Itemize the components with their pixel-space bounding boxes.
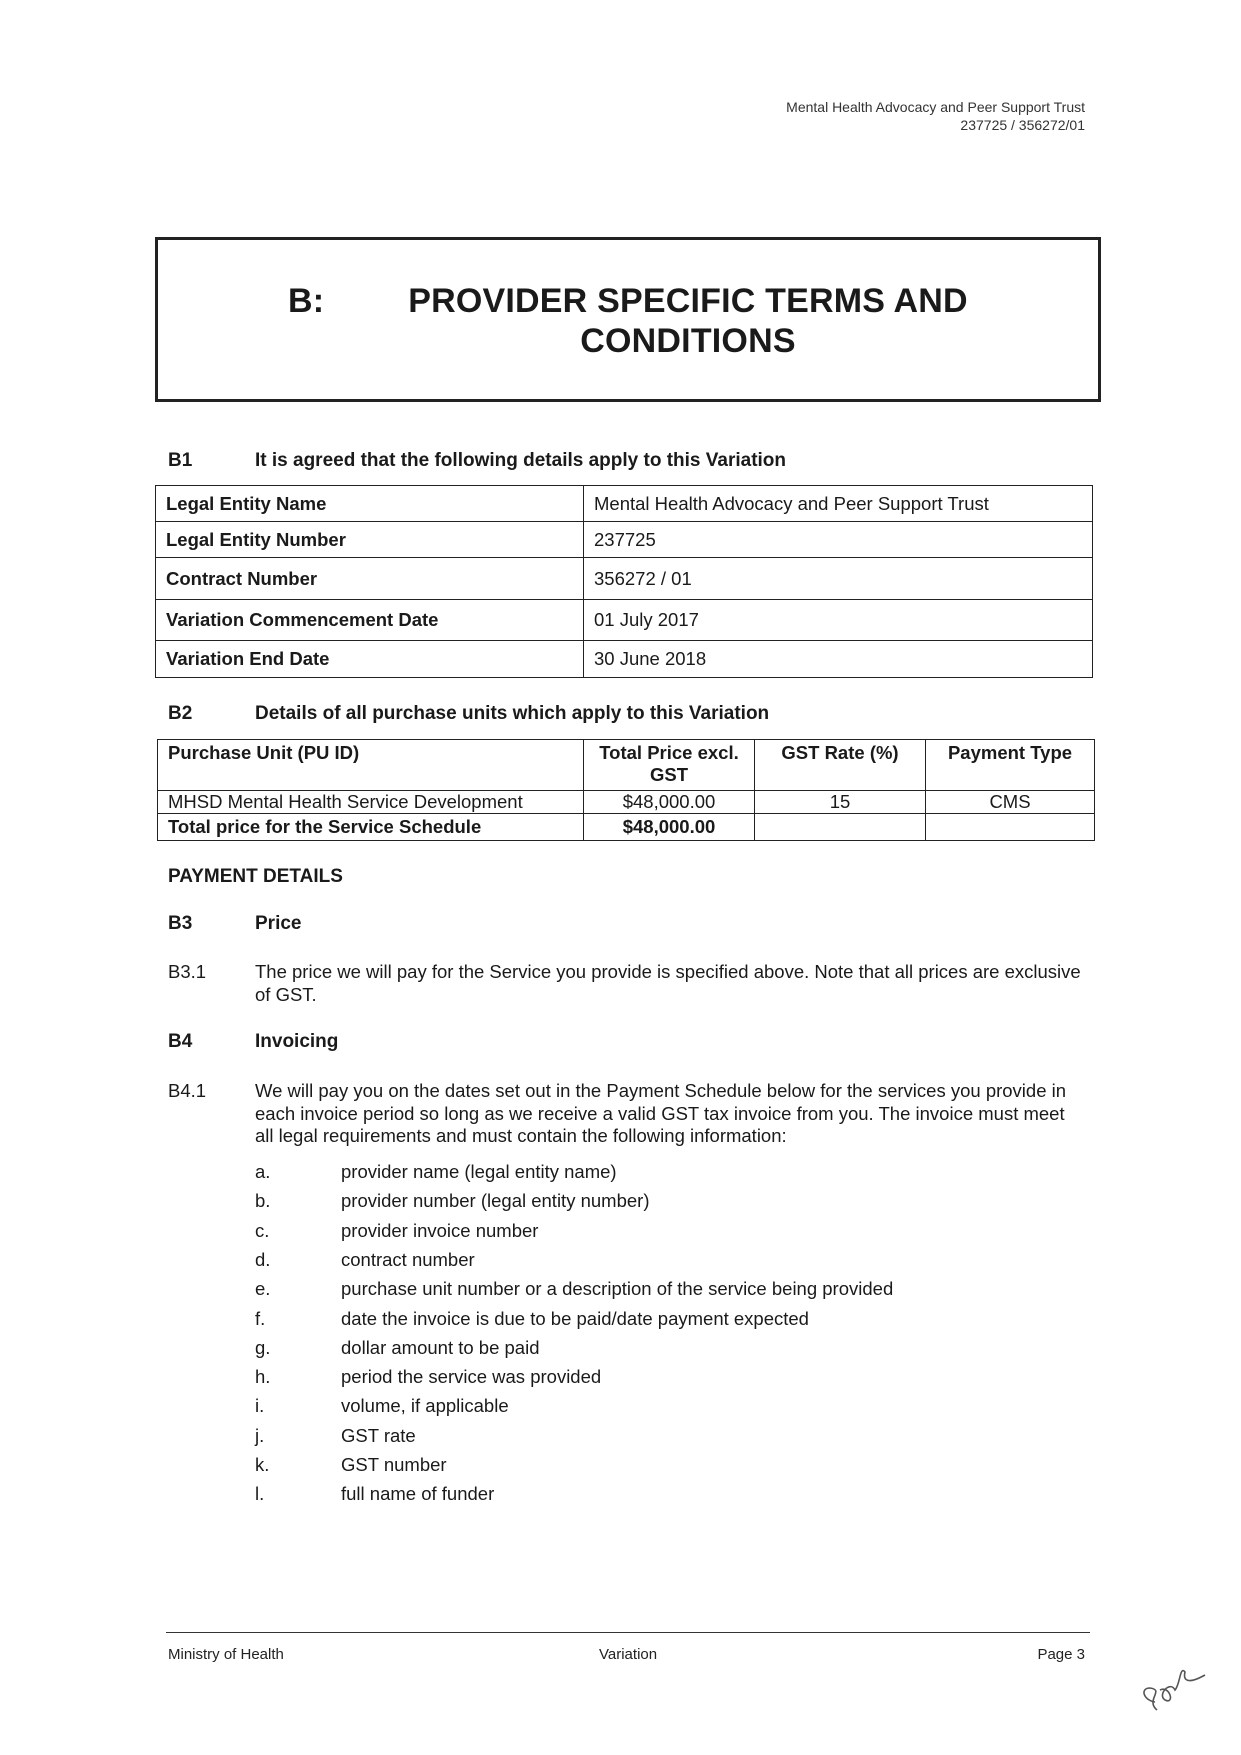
handwritten-initials-signature <box>1135 1660 1215 1725</box>
table-row: Variation Commencement Date 01 July 2017 <box>156 600 1093 641</box>
list-item-letter: f. <box>255 1307 266 1329</box>
list-item: period the service was provided <box>341 1366 602 1388</box>
payment-details-heading: PAYMENT DETAILS <box>168 866 343 887</box>
footer-left: Ministry of Health <box>168 1646 284 1663</box>
list-item-letter: g. <box>255 1336 271 1358</box>
b4-heading: Invoicing <box>255 1031 339 1052</box>
footer-center: Variation <box>599 1646 658 1663</box>
details-table <box>155 485 1093 678</box>
section-prefix: B: <box>288 282 325 320</box>
section-title-line1: B: PROVIDER SPECIFIC TERMS AND <box>288 282 968 320</box>
section-title-box <box>155 237 1101 402</box>
b3-number: B3 <box>168 913 193 934</box>
b1-number: B1 <box>168 450 193 471</box>
list-item: full name of funder <box>341 1483 495 1505</box>
list-item: volume, if applicable <box>341 1395 509 1417</box>
b1-heading: It is agreed that the following details apply to this Variation <box>255 450 787 471</box>
table-row: Legal Entity Number 237725 <box>156 522 1093 558</box>
list-item: GST number <box>341 1454 447 1475</box>
list-item-letter: b. <box>255 1190 271 1212</box>
b2-heading: Details of all purchase units which apply to this Variation <box>255 703 770 724</box>
b3-1-text: The price we will pay for the Service you provide is specified above. Note that all prices are exclusive of GST. <box>255 961 1081 1005</box>
list-item: GST rate <box>341 1424 416 1446</box>
list-item-letter: k. <box>255 1454 270 1475</box>
footer-divider <box>166 1632 1090 1633</box>
table-header-row: Purchase Unit (PU ID) Total Price excl. GST GST Rate (%) Payment Type <box>158 740 1095 791</box>
table-row: Variation End Date 30 June 2018 <box>156 641 1093 678</box>
b4-number: B4 <box>168 1031 193 1052</box>
table-total-row: Total price for the Service Schedule $48,000.00 <box>158 814 1095 841</box>
list-item-letter: j. <box>255 1424 265 1446</box>
list-item-letter: h. <box>255 1366 271 1388</box>
table-row: Legal Entity Name Mental Health Advocacy and Peer Support Trust <box>156 486 1093 522</box>
b4-1-text: We will pay you on the dates set out in the Payment Schedule below for the services you provide in each invoice period so long as we receive a valid GST tax invoice from you. The invoice must meet all legal requirements and must contain the following information: <box>255 1080 1067 1146</box>
b2-number: B2 <box>168 703 193 724</box>
list-item-letter: l. <box>255 1483 265 1505</box>
header-org: Mental Health Advocacy and Peer Support Trust <box>786 99 1085 115</box>
list-item: provider number (legal entity number) <box>341 1190 650 1212</box>
list-item: purchase unit number or a description of the service being provided <box>341 1278 894 1300</box>
list-item: date the invoice is due to be paid/date payment expected <box>341 1307 809 1329</box>
b3-1-number: B3.1 <box>168 961 207 982</box>
list-item-letter: e. <box>255 1278 271 1300</box>
header-ref: 237725 / 356272/01 <box>960 117 1085 133</box>
list-item-letter: c. <box>255 1219 270 1241</box>
list-item-letter: i. <box>255 1395 265 1417</box>
list-item: provider name (legal entity name) <box>341 1161 617 1182</box>
section-title-line2: CONDITIONS <box>580 322 796 360</box>
footer-page: Page 3 <box>1037 1646 1085 1663</box>
table-row: MHSD Mental Health Service Development $48,000.00 15 CMS <box>158 791 1095 814</box>
list-item-letter: a. <box>255 1161 271 1182</box>
list-item: provider invoice number <box>341 1219 539 1241</box>
b3-heading: Price <box>255 913 302 934</box>
table-row: Contract Number 356272 / 01 <box>156 558 1093 600</box>
b4-1-number: B4.1 <box>168 1080 207 1101</box>
list-item-letter: d. <box>255 1248 271 1270</box>
purchase-units-table <box>157 739 1095 841</box>
list-item: dollar amount to be paid <box>341 1336 540 1358</box>
list-item: contract number <box>341 1248 475 1270</box>
